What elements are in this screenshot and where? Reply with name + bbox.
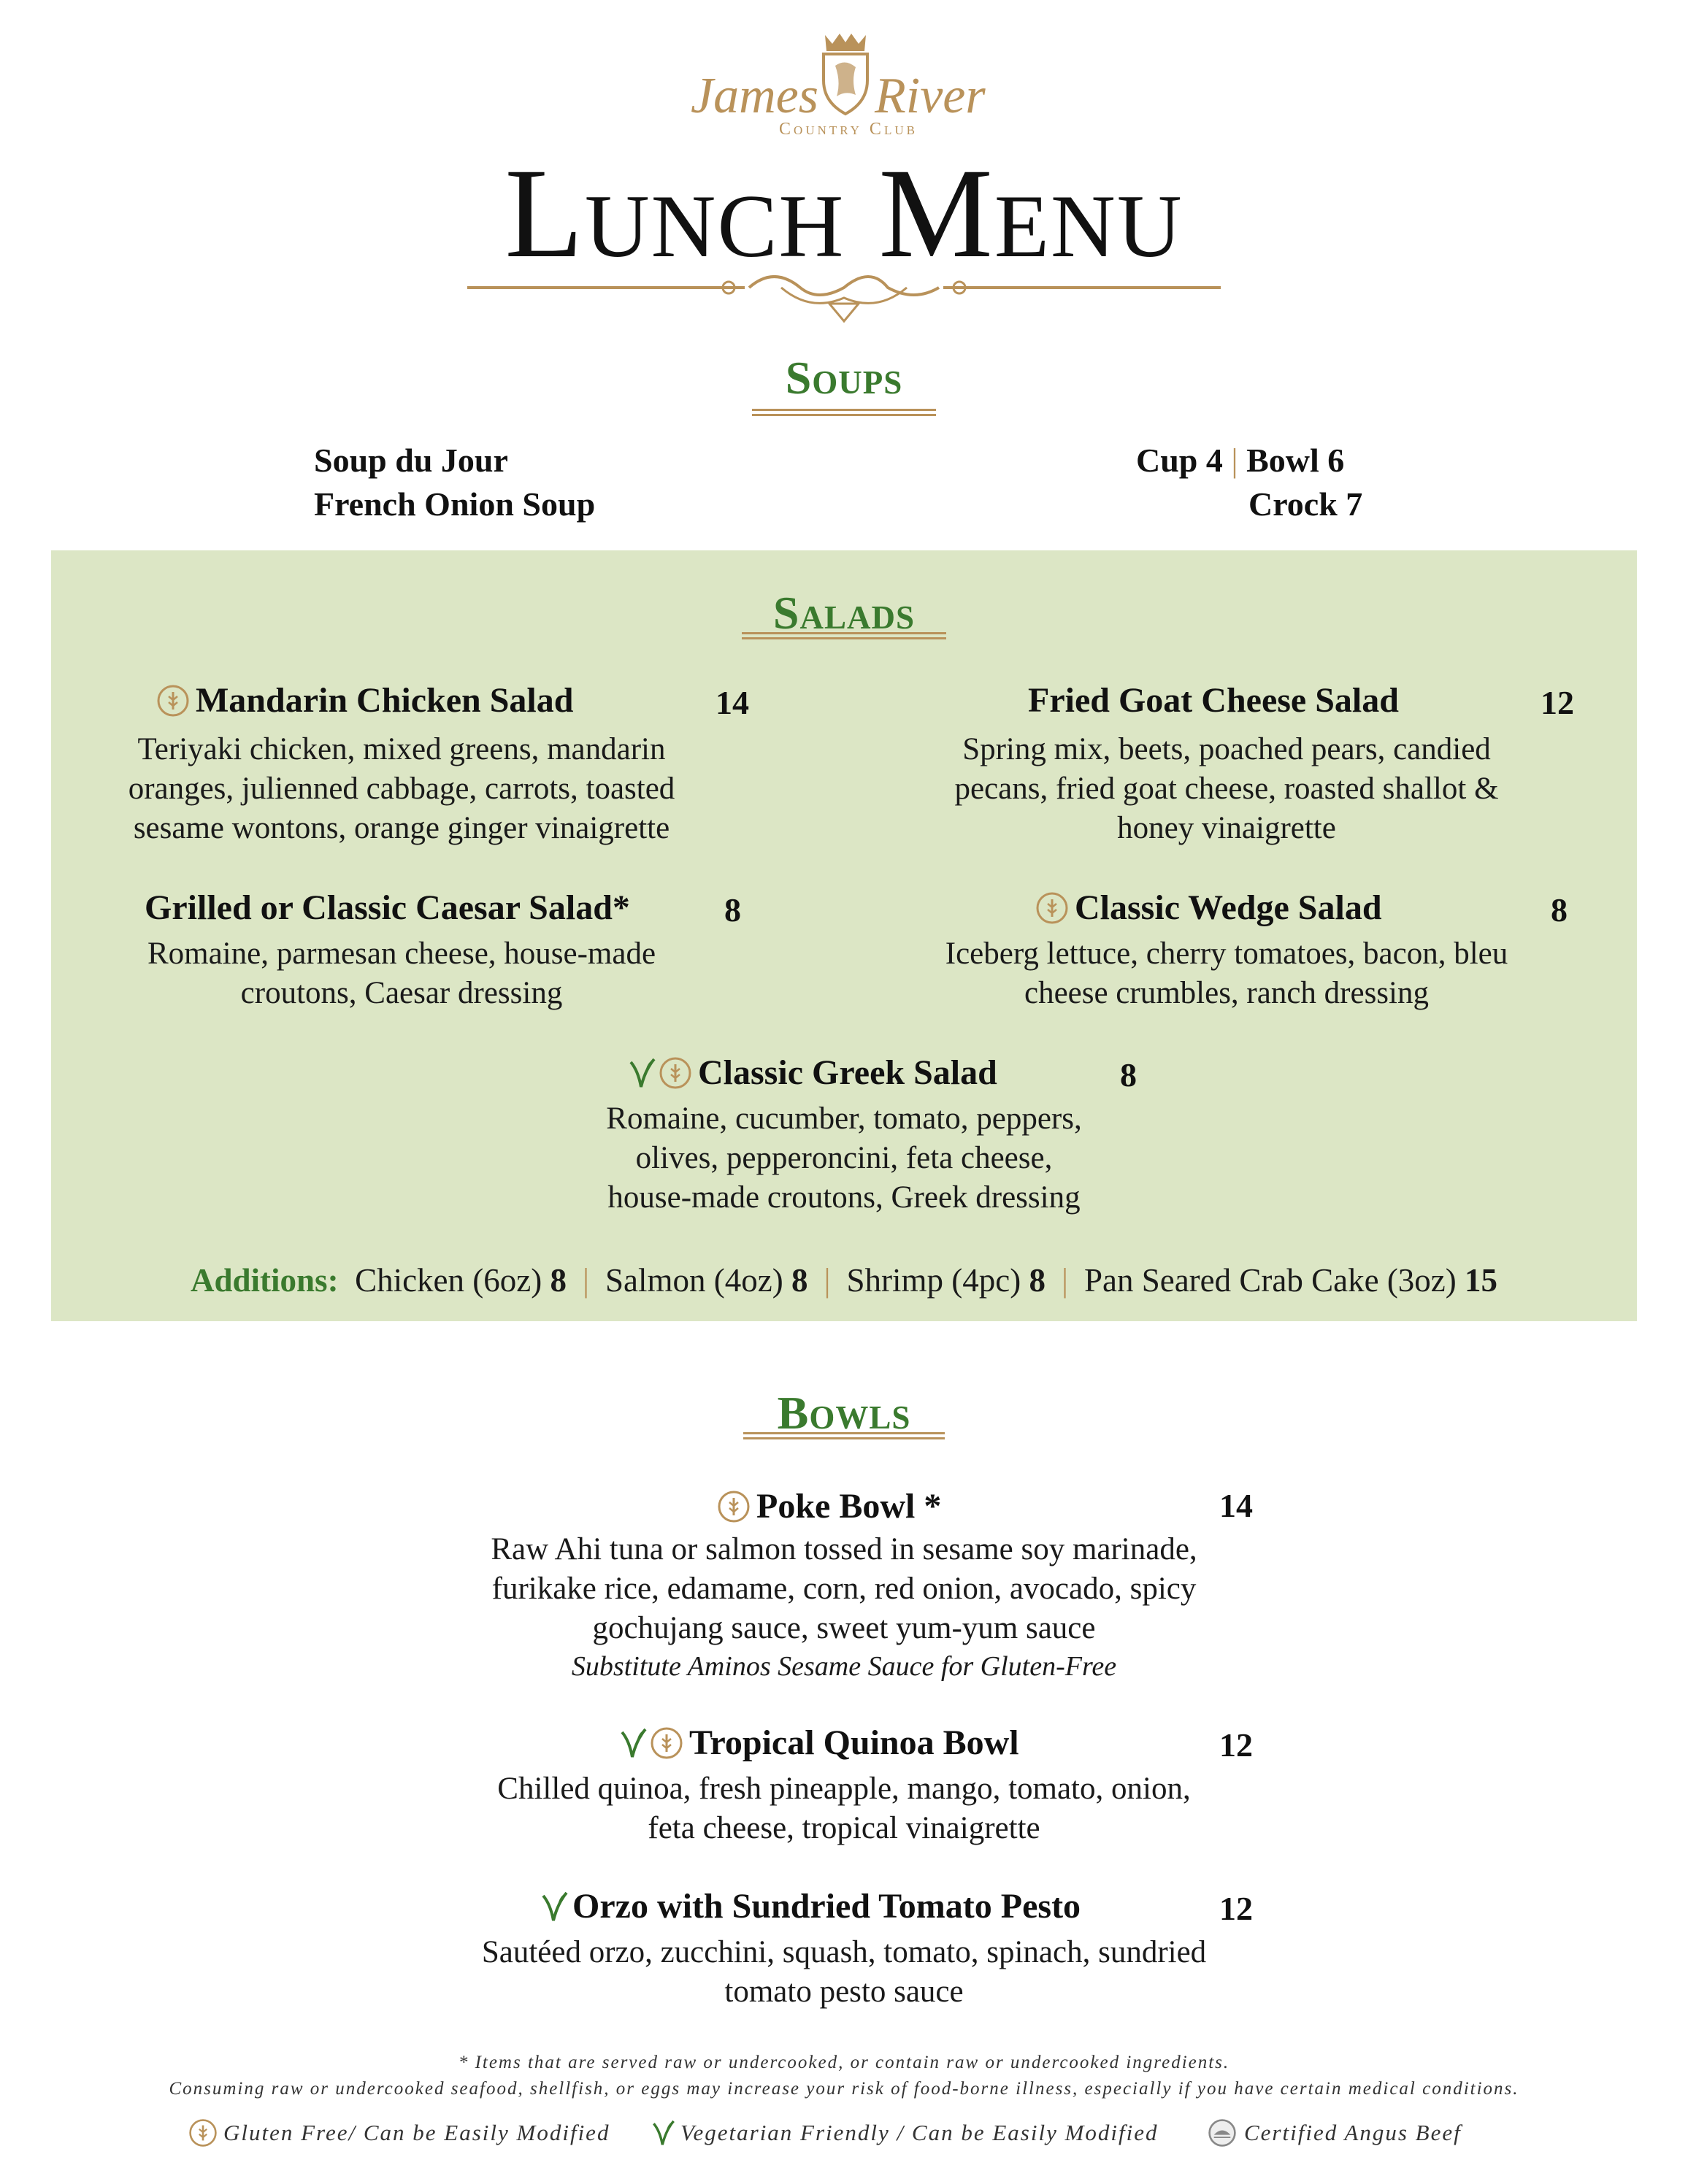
description-line: croutons, Caesar dressing bbox=[240, 976, 563, 1010]
additions-label: Additions: bbox=[190, 1262, 339, 1299]
vegetarian-icon bbox=[651, 2118, 676, 2148]
section-rule-soups bbox=[752, 409, 936, 416]
menu-item-price: 12 bbox=[1219, 1726, 1253, 1764]
logo-right-word: River bbox=[875, 68, 986, 124]
menu-item-price: 8 bbox=[1551, 891, 1568, 928]
menu-item-description bbox=[73, 730, 730, 848]
logo-subtitle: Country Club bbox=[779, 120, 918, 139]
menu-item-name: Grilled or Classic Caesar Salad* bbox=[145, 888, 630, 927]
menu-item-price: 14 bbox=[1219, 1487, 1253, 1524]
description-line: Sautéed orzo, zucchini, squash, tomato, spinach, sundried bbox=[481, 1935, 1207, 1969]
section-title-soups: Soups bbox=[785, 352, 903, 404]
menu-item-name bbox=[156, 683, 573, 718]
menu-item-price: 8 bbox=[1120, 1056, 1137, 1093]
menu-item-price: 14 bbox=[716, 684, 749, 721]
addition-price: 8 bbox=[791, 1262, 808, 1299]
price-separator: | bbox=[1231, 442, 1247, 479]
menu-item-name-text: Poke Bowl * bbox=[756, 1487, 942, 1526]
menu-item-note: Substitute Aminos Sesame Sauce for Gluten-Free bbox=[571, 1651, 1117, 1682]
section-rule-bowls bbox=[743, 1432, 945, 1439]
soup-name: French Onion Soup bbox=[314, 485, 596, 523]
menu-item-name bbox=[628, 1053, 997, 1092]
menu-item-description bbox=[406, 1933, 1282, 2012]
gluten-free-icon bbox=[188, 2118, 218, 2148]
title-flourish-divider bbox=[467, 261, 1221, 327]
menu-item-name-text: Tropical Quinoa Bowl bbox=[689, 1723, 1019, 1762]
crest-icon bbox=[815, 29, 876, 117]
menu-item-description bbox=[876, 730, 1577, 848]
menu-item-name-text: Classic Greek Salad bbox=[698, 1053, 997, 1092]
section-title-bowls: Bowls bbox=[777, 1387, 911, 1439]
addition-separator: | bbox=[824, 1262, 831, 1299]
legend-gluten-free bbox=[188, 2120, 610, 2148]
certified-angus-beef-icon bbox=[1206, 2118, 1238, 2148]
description-line: gochujang sauce, sweet yum-yum sauce bbox=[592, 1611, 1096, 1645]
gluten-free-icon bbox=[1035, 891, 1069, 925]
description-line: feta cheese, tropical vinaigrette bbox=[648, 1811, 1040, 1845]
description-line: Teriyaki chicken, mixed greens, mandarin bbox=[137, 732, 666, 766]
description-line: Romaine, cucumber, tomato, peppers, bbox=[606, 1101, 1082, 1136]
menu-item-name: Fried Goat Cheese Salad bbox=[1028, 681, 1399, 720]
menu-item-price: 8 bbox=[724, 891, 741, 928]
legend-vegetarian bbox=[651, 2120, 1159, 2148]
gluten-free-icon bbox=[717, 1490, 751, 1523]
legend-angus-label: Certified Angus Beef bbox=[1244, 2120, 1462, 2145]
legend-gluten-free-label: Gluten Free/ Can be Easily Modified bbox=[223, 2120, 610, 2145]
soup-price-bowl: Bowl 6 bbox=[1246, 442, 1345, 479]
vegetarian-icon bbox=[628, 1056, 657, 1090]
menu-item-description bbox=[406, 1769, 1282, 1848]
gluten-free-icon bbox=[156, 684, 190, 718]
section-title-salads: Salads bbox=[772, 587, 916, 639]
description-line: Raw Ahi tuna or salmon tossed in sesame soy marinade, bbox=[491, 1532, 1197, 1566]
description-line: oranges, julienned cabbage, carrots, toasted bbox=[128, 772, 675, 806]
description-line: furikake rice, edamame, corn, red onion, avocado, spicy bbox=[491, 1572, 1197, 1606]
menu-item-name bbox=[540, 1889, 1081, 1924]
logo-left-word: James bbox=[691, 68, 818, 124]
addition-price: 8 bbox=[550, 1262, 567, 1299]
menu-item-name bbox=[619, 1723, 1019, 1762]
description-line: olives, pepperoncini, feta cheese, bbox=[635, 1141, 1053, 1175]
addition-name: Chicken (6oz) bbox=[355, 1262, 542, 1299]
menu-item-description bbox=[876, 934, 1577, 1013]
description-line: honey vinaigrette bbox=[1117, 811, 1336, 845]
section-rule-salads bbox=[742, 632, 946, 639]
addition-separator: | bbox=[1061, 1262, 1068, 1299]
soup-price: Crock 7 bbox=[1248, 485, 1363, 523]
addition-name: Pan Seared Crab Cake (3oz) bbox=[1083, 1262, 1457, 1299]
menu-item-name bbox=[1035, 888, 1382, 927]
description-line: house-made croutons, Greek dressing bbox=[607, 1180, 1081, 1215]
addition-price: 15 bbox=[1465, 1262, 1498, 1299]
addition-name: Shrimp (4pc) bbox=[846, 1262, 1021, 1299]
soup-price-cup: Cup 4 bbox=[1136, 442, 1223, 479]
menu-item-price: 12 bbox=[1219, 1890, 1253, 1927]
gluten-free-icon bbox=[650, 1726, 683, 1760]
menu-item-name-text: Classic Wedge Salad bbox=[1075, 888, 1382, 927]
vegetarian-icon bbox=[619, 1726, 648, 1760]
legend-angus bbox=[1206, 2120, 1462, 2148]
description-line: cheese crumbles, ranch dressing bbox=[1024, 976, 1429, 1010]
description-line: pecans, fried goat cheese, roasted shallot & bbox=[954, 772, 1499, 806]
addition-separator: | bbox=[582, 1262, 589, 1299]
addition-price: 8 bbox=[1029, 1262, 1046, 1299]
menu-item-name-text: Mandarin Chicken Salad bbox=[196, 681, 574, 720]
footer-disclaimer-raw: * Items that are served raw or undercooked, or contain raw or undercooked ingredients. bbox=[458, 2053, 1230, 2072]
menu-item-description bbox=[511, 1099, 1177, 1218]
gluten-free-icon bbox=[659, 1056, 692, 1090]
vegetarian-icon bbox=[540, 1890, 569, 1923]
menu-item-price: 12 bbox=[1541, 684, 1574, 721]
description-line: Iceberg lettuce, cherry tomatoes, bacon, bleu bbox=[945, 937, 1508, 971]
club-logo bbox=[686, 29, 1008, 153]
soup-name: Soup du Jour bbox=[314, 442, 508, 479]
menu-item-name-text: Orzo with Sundried Tomato Pesto bbox=[572, 1887, 1081, 1926]
description-line: Romaine, parmesan cheese, house-made bbox=[147, 937, 656, 971]
description-line: Chilled quinoa, fresh pineapple, mango, tomato, onion, bbox=[497, 1772, 1191, 1806]
menu-item-description bbox=[406, 1530, 1282, 1648]
footer-disclaimer-health: Consuming raw or undercooked seafood, shellfish, or eggs may increase your risk of food-borne illness, especially if you have certain medical conditions. bbox=[169, 2079, 1519, 2099]
legend-vegetarian-label: Vegetarian Friendly / Can be Easily Modified bbox=[680, 2120, 1159, 2145]
description-line: tomato pesto sauce bbox=[724, 1975, 964, 2009]
description-line: sesame wontons, orange ginger vinaigrette bbox=[133, 811, 670, 845]
salad-additions bbox=[0, 1261, 1688, 1299]
menu-item-name bbox=[717, 1489, 941, 1524]
soup-price bbox=[1136, 444, 1344, 477]
menu-item-description bbox=[73, 934, 730, 1013]
addition-name: Salmon (4oz) bbox=[605, 1262, 783, 1299]
description-line: Spring mix, beets, poached pears, candied bbox=[962, 732, 1491, 766]
page-title: Lunch Menu bbox=[505, 142, 1183, 285]
